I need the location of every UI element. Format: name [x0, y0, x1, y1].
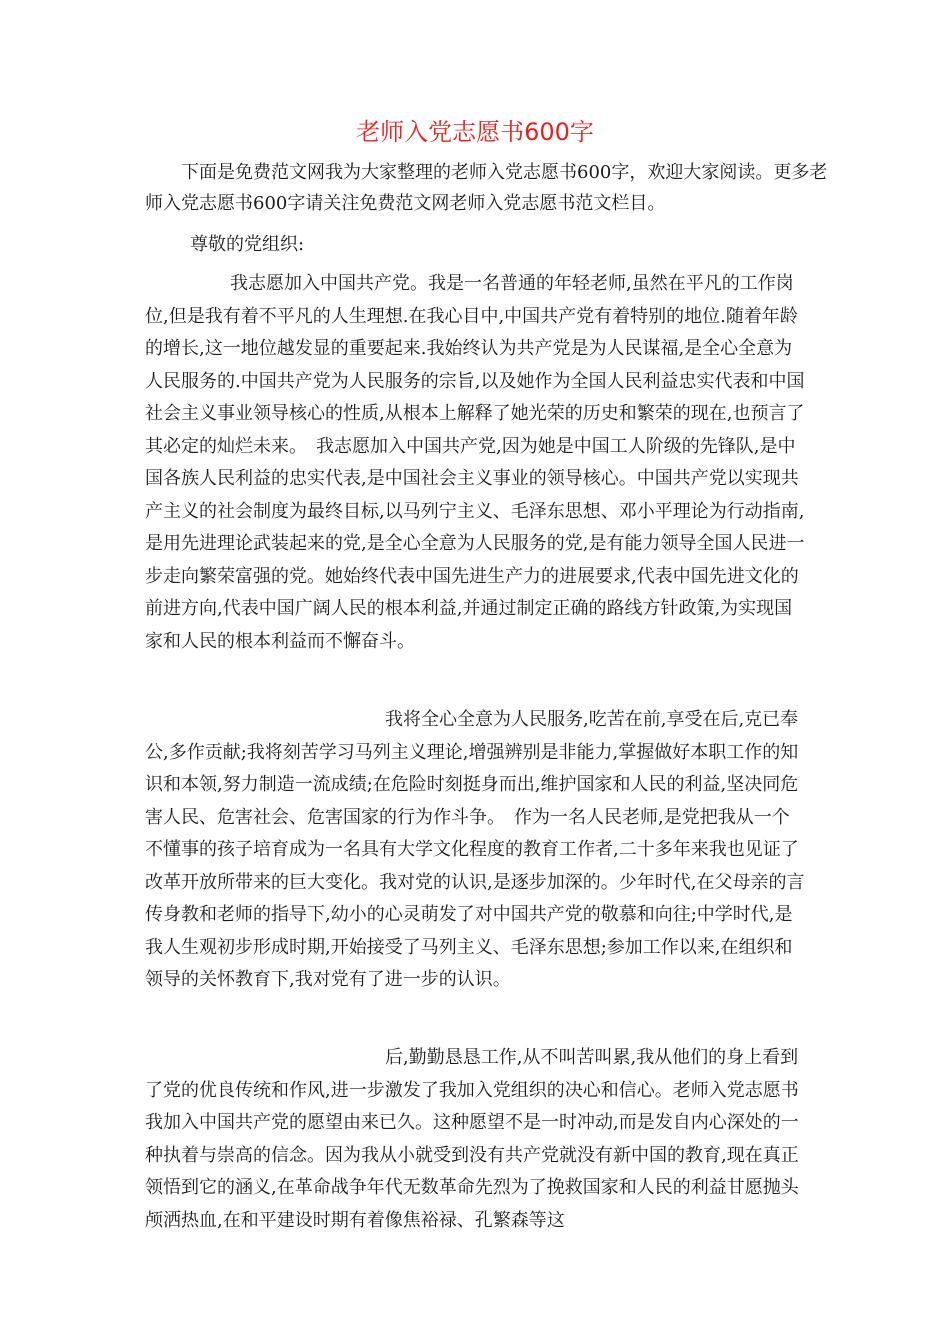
body-paragraph-2: 我将全心全意为人民服务,吃苦在前,享受在后,克已奉公,多作贡献;我将刻苦学习马列主义理论,增强辨别是非能力,掌握做好本职工作的知识和本领,努力制造一流成绩;在危险时刻挺身而出,维护国家和人民的利益,坚决同危害人民、危害社会、危害国家的行为作斗争。 作为一名人民老师,是党把我从一个不懂事的孩子培育成为一名具有大学文化程度的教育工作者,二十多年来我也见证了改革开放所带来的巨大变化。我对党的认识,是逐步加深的。少年时代,在父母亲的言传身教和老师的指导下,幼小的心灵萌发了对中国共产党的敬慕和向往;中学时代,是我人生观初步形成时期,开始接受了马列主义、毛泽东思想;参加工作以来,在组织和领导的关怀教育下,我对党有了进一步的认识。: [145, 709, 805, 990]
intro-paragraph: 下面是免费范文网我为大家整理的老师入党志愿书600字，欢迎大家阅读。更多老师入党志愿书600字请关注免费范文网老师入党志愿书范文栏目。: [145, 162, 828, 214]
body-paragraph-1: 我志愿加入中国共产党。我是一名普通的年轻老师,虽然在平凡的工作岗位,但是我有着不平凡的人生理想.在我心目中,中国共产党有着特别的地位.随着年龄的增长,这一地位越发显的重要起来.我始终认为共产党是为人民谋福,是全心全意为人民服务的.中国共产党为人民服务的宗旨,以及她作为全国人民利益忠实代表和中国社会主义事业领导核心的性质,从根本上解释了她光荣的历史和繁荣的现在,也预言了其必定的灿烂未来。 我志愿加入中国共产党,因为她是中国工人阶级的先锋队,是中国各族人民利益的忠实代表,是中国社会主义事业的领导核心。中国共产党以实现共产主义的社会制度为最终目标,以马列宁主义、毛泽东思想、邓小平理论为行动指南,是用先进理论武装起来的党,是全心全意为人民服务的党,是有能力领导全国人民进一步走向繁荣富强的党。她始终代表中国先进生产力的进展要求,代表中国先进文化的前进方向,代表中国广阔人民的根本利益,并通过制定正确的路线方针政策,为实现国家和人民的根本利益而不懈奋斗。: [145, 273, 805, 652]
document-title: 老师入党志愿书600字: [356, 118, 594, 146]
body-paragraph-3: 后,勤勤恳恳工作,从不叫苦叫累,我从他们的身上看到了党的优良传统和作风,进一步激发了我加入党组织的决心和信心。老师入党志愿书我加入中国共产党的愿望由来已久。这种愿望不是一时冲动,而是发自内心深处的一种执着与崇高的信念。因为我从小就受到没有共产党就没有新中国的教育,现在真正领悟到它的涵义,在革命战争年代无数革命先烈为了挽救国家和人民的利益甘愿抛头颅洒热血,在和平建设时期有着像焦裕禄、孔繁森等这: [145, 1047, 799, 1231]
salutation: 尊敬的党组织:: [190, 234, 305, 255]
